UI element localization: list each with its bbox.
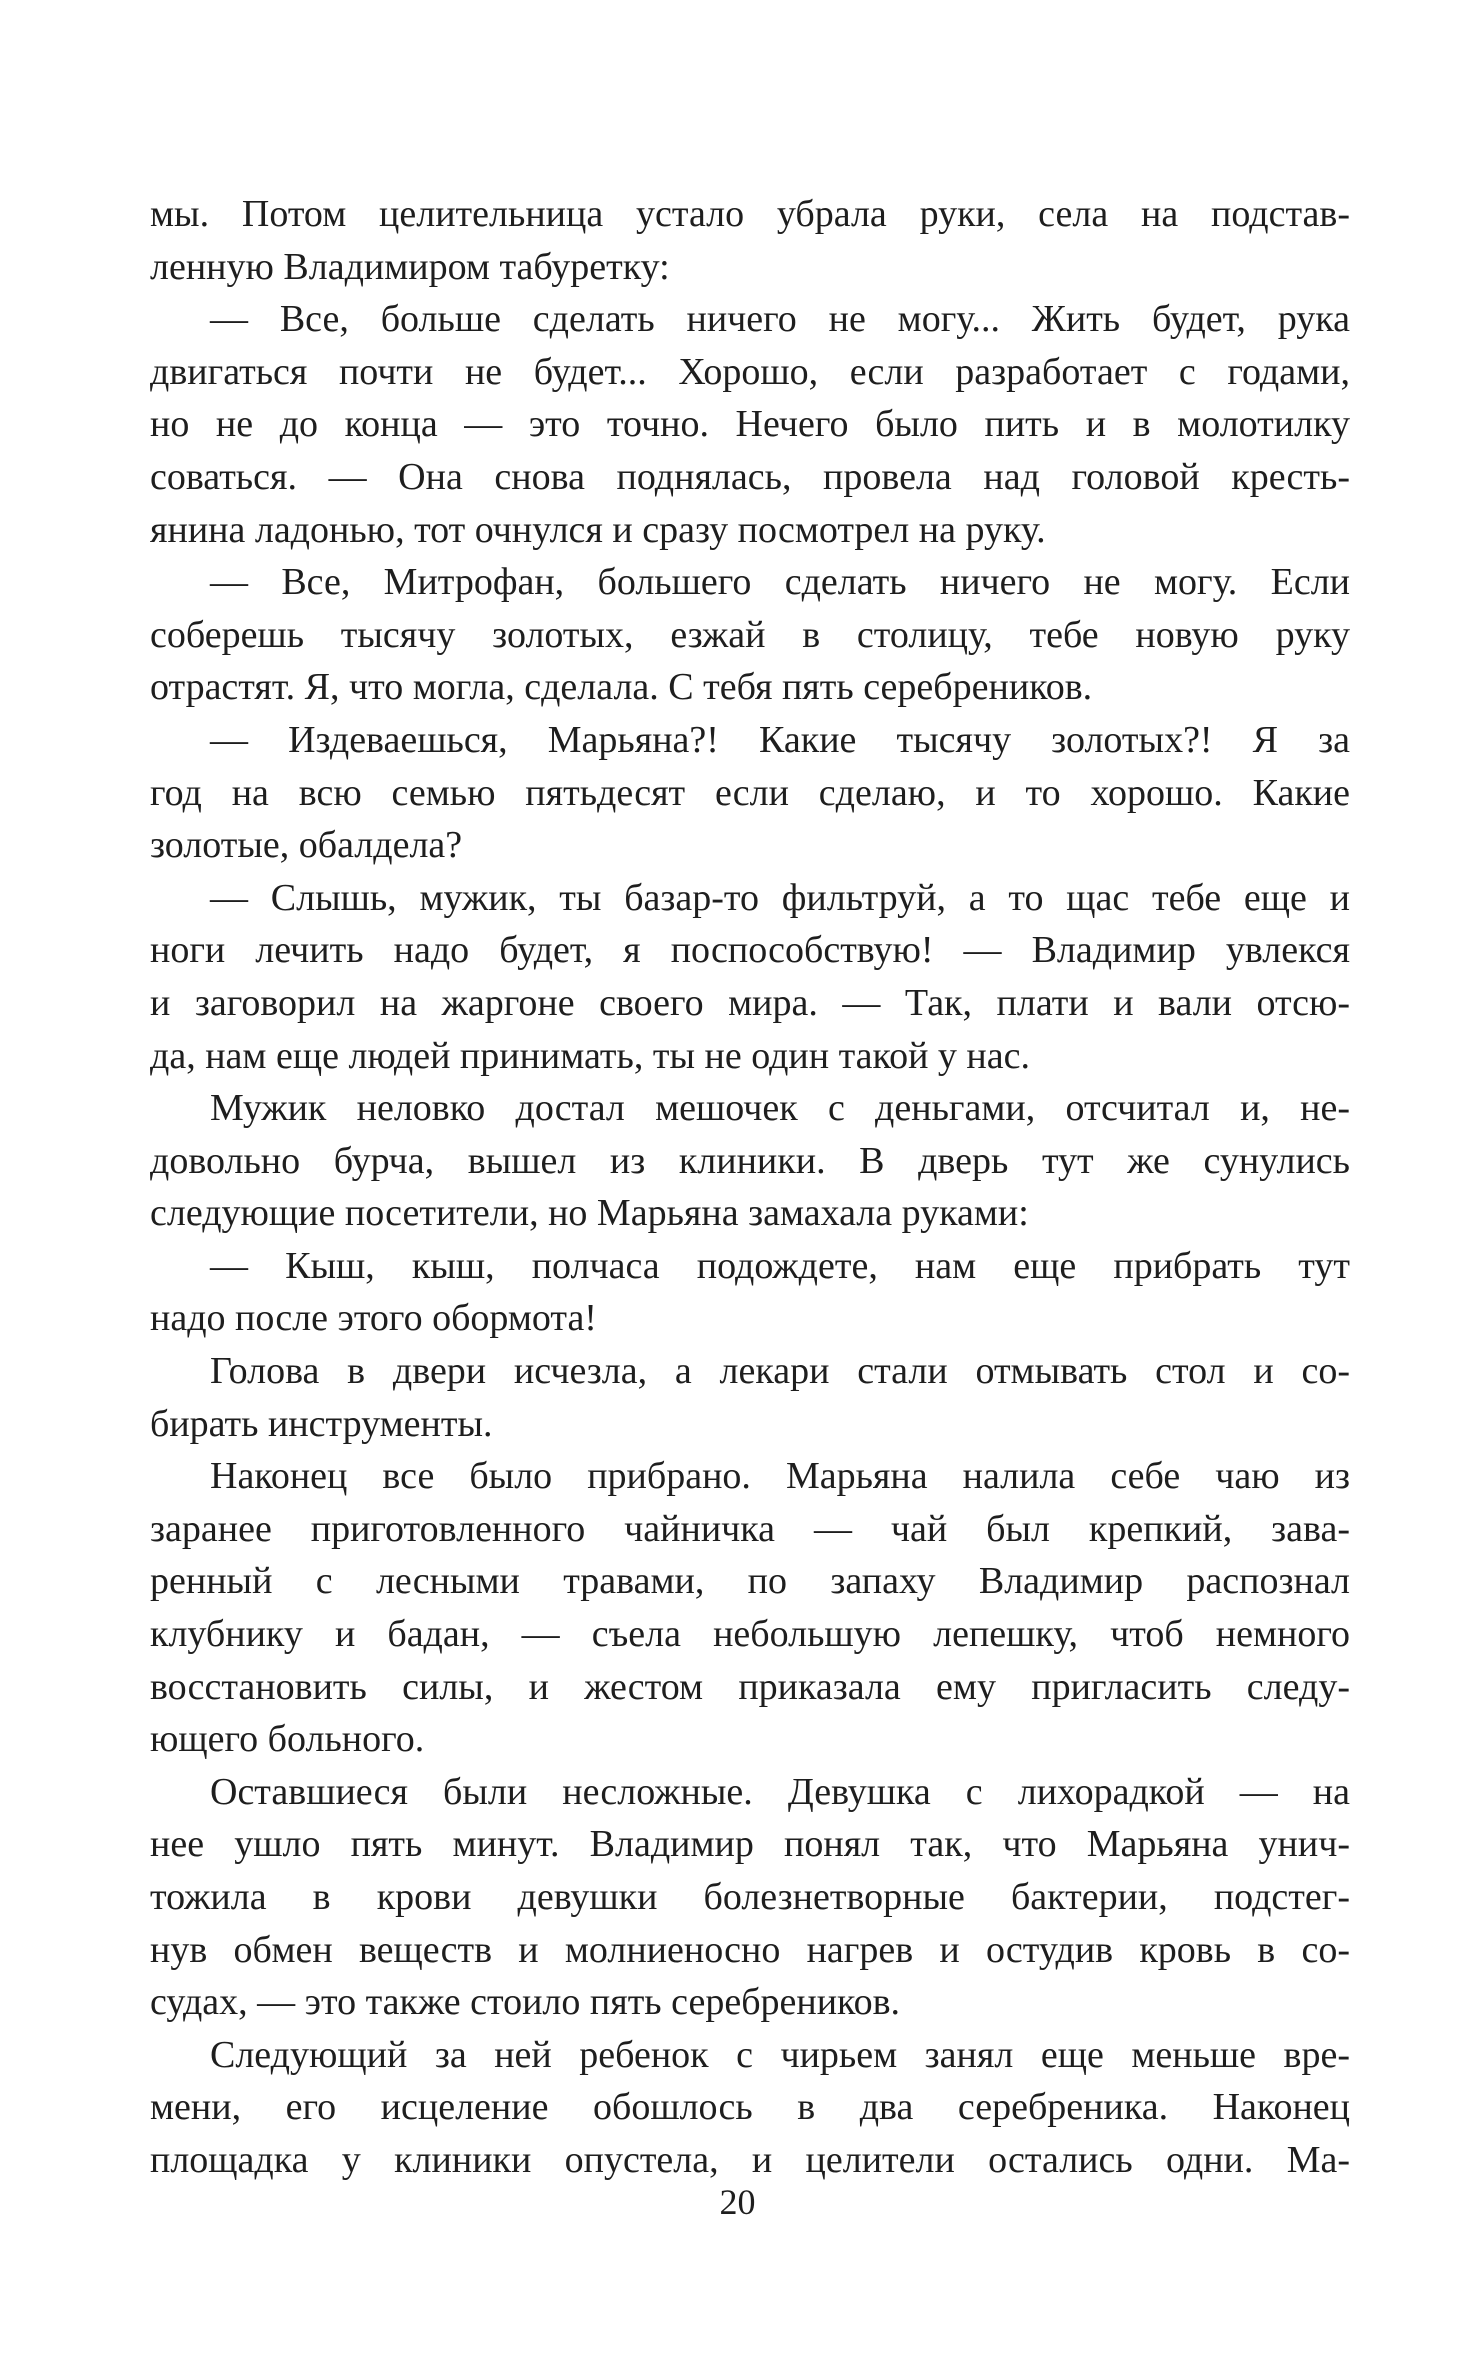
text-line: двигаться почти не будет... Хорошо, если разработает с годами, [150, 350, 1350, 393]
text-line: но не до конца — это точно. Нечего было пить и в молотилку [150, 403, 1350, 446]
text-line: бирать инструменты. [150, 1402, 493, 1445]
text-line: мы. Потом целительница устало убрала руки, села на подстав- [150, 193, 1350, 235]
text-line: ноги лечить надо будет, я поспособствую! — Владимир увлекся [150, 929, 1350, 972]
text-line: нее ушло пять минут. Владимир понял так, что Марьяна унич- [150, 1823, 1350, 1866]
page-number: 20 [719, 2182, 756, 2222]
text-line: площадка у клиники опустела, и целители остались одни. Ма- [150, 2138, 1350, 2181]
text-line: Голова в двери исчезла, а лекари стали отмывать стол и со- [210, 1350, 1350, 1393]
text-line: Оставшиеся были несложные. Девушка с лихорадкой — на [210, 1770, 1350, 1813]
text-line: ренный с лесными травами, по запаху Владимир распознал [150, 1560, 1350, 1603]
text-line: ющего больного. [150, 1718, 425, 1761]
text-line: — Издеваешься, Марьяна?! Какие тысячу золотых?! Я за [210, 718, 1350, 761]
text-line: отрастят. Я, что могла, сделала. С тебя пять серебреников. [150, 666, 1093, 709]
text-line: судах, — это также стоило пять серебреников. [150, 1981, 901, 2024]
text-line: — Слышь, мужик, ты базар-то фильтруй, а то щас тебе еще и [210, 876, 1350, 919]
text-line: Наконец все было прибрано. Марьяна налила себе чаю из [210, 1455, 1350, 1498]
text-line: — Все, больше сделать ничего не могу... Жить будет, рука [210, 298, 1350, 341]
text-line: Мужик неловко достал мешочек с деньгами, отсчитал и, не- [210, 1087, 1350, 1130]
text-line: ленную Владимиром табуретку: [150, 245, 670, 288]
text-line: Следующий за ней ребенок с чирьем занял еще меньше вре- [210, 2033, 1350, 2076]
text-line: восстановить силы, и жестом приказала ему пригласить следу- [150, 1665, 1350, 1708]
text-line: надо после этого обормота! [150, 1297, 597, 1340]
text-line: заранее приготовленного чайничка — чай был крепкий, зава- [150, 1507, 1350, 1550]
text-line: янина ладонью, тот очнулся и сразу посмотрел на руку. [150, 508, 1046, 551]
text-line: следующие посетители, но Марьяна замахала руками: [150, 1192, 1029, 1235]
text-line: мени, его исцеление обошлось в два серебреника. Наконец [150, 2086, 1350, 2129]
text-line: нув обмен веществ и молниеносно нагрев и остудив кровь в со- [150, 1928, 1350, 1971]
text-line: да, нам еще людей принимать, ты не один такой у нас. [150, 1034, 1030, 1077]
text-line: золотые, обалдела? [150, 824, 463, 867]
text-line: соберешь тысячу золотых, езжай в столицу, тебе новую руку [150, 613, 1350, 656]
text-line: год на всю семью пятьдесят если сделаю, и то хорошо. Какие [150, 771, 1350, 814]
text-line: клубнику и бадан, — съела небольшую лепешку, чтоб немного [150, 1613, 1350, 1656]
text-line: — Кыш, кыш, полчаса подождете, нам еще прибрать тут [210, 1244, 1350, 1287]
text-line: и заговорил на жаргоне своего мира. — Так, плати и вали отсю- [150, 981, 1350, 1024]
text-line: соваться. — Она снова поднялась, провела над головой кресть- [150, 455, 1350, 498]
body-text [150, 188, 1350, 2187]
text-line: тожила в крови девушки болезнетворные бактерии, подстег- [150, 1876, 1350, 1918]
text-line: — Все, Митрофан, большего сделать ничего не могу. Если [210, 561, 1350, 604]
text-line: довольно бурча, вышел из клиники. В дверь тут же сунулись [150, 1139, 1350, 1182]
